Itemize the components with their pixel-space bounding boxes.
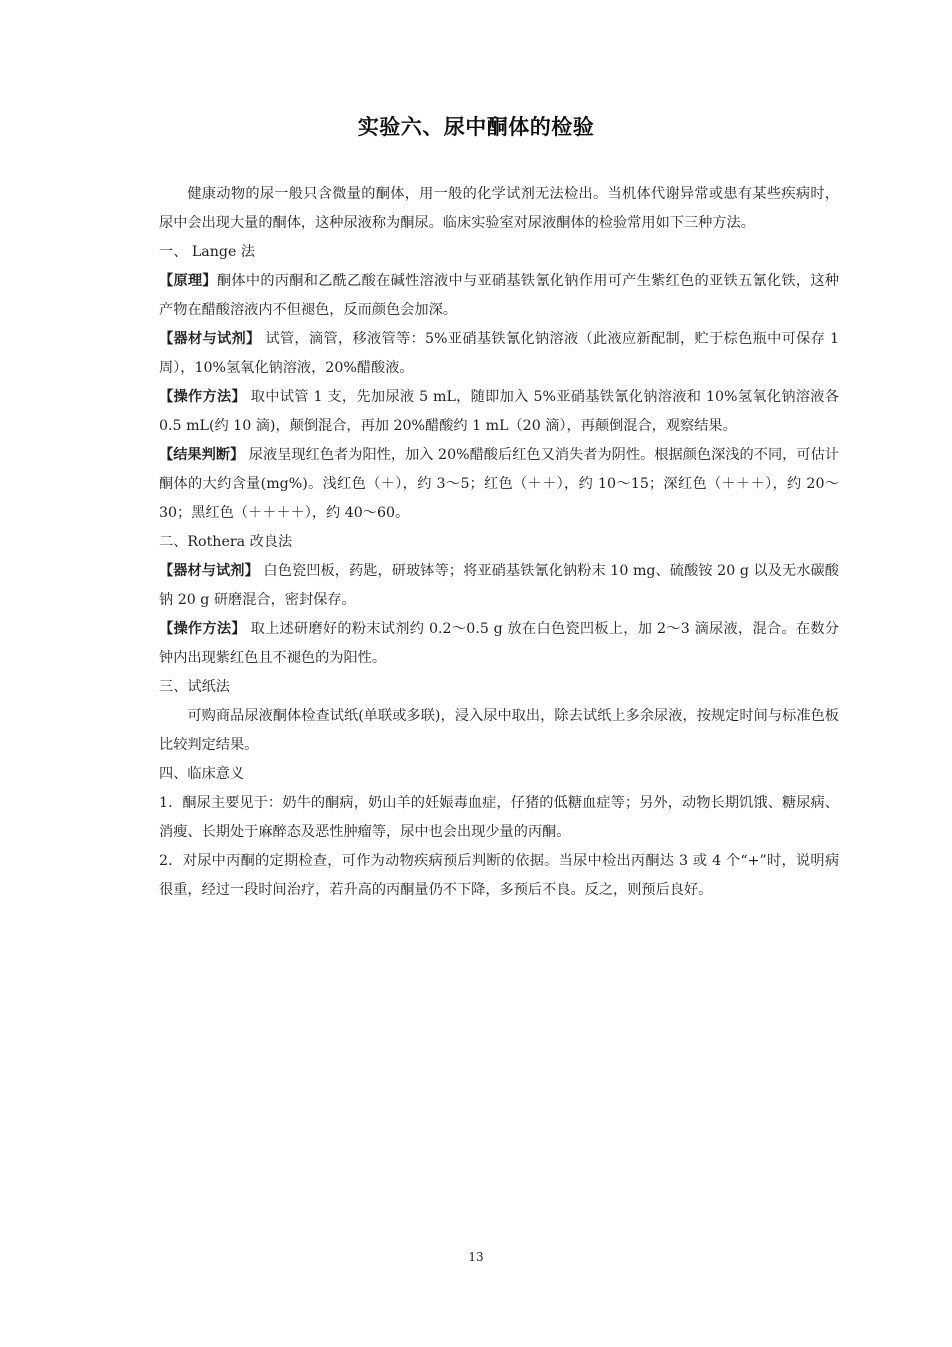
test-strip-paragraph: 可购商品尿液酮体检查试纸(单联或多联)，浸入尿中取出，除去试纸上多余尿液，按规定时间与标准色板比较判定结果。: [159, 708, 839, 753]
clinical-item-2: 2．对尿中丙酮的定期检查，可作为动物疾病预后判断的依据。当尿中检出丙酮达 3 或 4 个“+”时，说明病很重，经过一段时间治疗，若升高的丙酮量仍不下降，多预后不良。反之，则预后良好。: [159, 853, 840, 898]
rothera-method-text: 取上述研磨好的粉末试剂约 0.2～0.5 g 放在白色瓷凹板上，加 2～3 滴尿液，混合。在数分钟内出现紫红色且不褪色的为阳性。: [159, 621, 839, 666]
section-heading-lange: 一、 Lange 法: [159, 244, 256, 260]
materials-label: 【器材与试剂】: [159, 331, 261, 347]
rothera-materials-text: 白色瓷凹板，药匙，研玻钵等；将亚硝基铁氰化钠粉末 10 mg、硫酸铵 20 g 以及无水碳酸钠 20 g 研磨混合，密封保存。: [159, 563, 839, 608]
intro-paragraph: 健康动物的尿一般只含微量的酮体，用一般的化学试剂无法检出。当机体代谢异常或患有某些疾病时，尿中会出现大量的酮体，这种尿液称为酮尿。临床实验室对尿液酮体的检验常用如下三种方法。: [159, 186, 839, 231]
rothera-materials-paragraph: [159, 557, 839, 615]
result-label: 【结果判断】: [159, 447, 245, 463]
materials-text: 试管，滴管，移液管等：5%亚硝基铁氰化钠溶液（此液应新配制，贮于棕色瓶中可保存 1 周），10%氢氧化钠溶液，20%醋酸液。: [159, 331, 839, 376]
lange-materials-paragraph: [159, 325, 839, 383]
rothera-materials-label: 【器材与试剂】: [159, 563, 259, 579]
rothera-method-paragraph: [159, 615, 839, 673]
section-heading-clinical: 四、临床意义: [159, 766, 245, 782]
document-body: [159, 180, 839, 905]
method-label: 【操作方法】: [159, 389, 246, 405]
section-heading-rothera: 二、Rothera 改良法: [159, 534, 293, 550]
method-text: 取中试管 1 支，先加尿液 5 mL，随即加入 5%亚硝基铁氰化钠溶液和 10%氢氧化钠溶液各 0.5 mL(约 10 滴)，颠倒混合，再加 20%醋酸约 1 mL（20 滴），再颠倒混合，观察结果。: [159, 389, 839, 434]
lange-method-paragraph: [159, 383, 839, 441]
lange-result-paragraph: [159, 441, 839, 528]
clinical-item-1: 1．酮尿主要见于：奶牛的酮病，奶山羊的妊娠毒血症，仔猪的低糖血症等；另外，动物长期饥饿、糖尿病、消瘦、长期处于麻醉态及恶性肿瘤等，尿中也会出现少量的丙酮。: [159, 795, 839, 840]
rothera-method-label: 【操作方法】: [159, 621, 246, 637]
result-text: 尿液呈现红色者为阳性，加入 20%醋酸后红色又消失者为阴性。根据颜色深浅的不同，可估计酮体的大约含量(mg%)。浅红色（＋），约 3～5；红色（＋＋），约 10～15；深红色（＋＋＋），约 20～30；黑红色（＋＋＋＋），约 40～60。: [159, 447, 839, 521]
principle-label: 【原理】: [159, 273, 217, 289]
section-heading-test-strip: 三、试纸法: [159, 679, 230, 695]
principle-text: 酮体中的丙酮和乙酰乙酸在碱性溶液中与亚硝基铁氰化钠作用可产生紫红色的亚铁五氰化铁，这种产物在醋酸溶液内不但褪色，反而颜色会加深。: [159, 273, 839, 318]
page-title: 实验六、尿中酮体的检验: [357, 115, 595, 139]
lange-principle-paragraph: [159, 267, 839, 325]
page-number: 13: [468, 1250, 484, 1264]
